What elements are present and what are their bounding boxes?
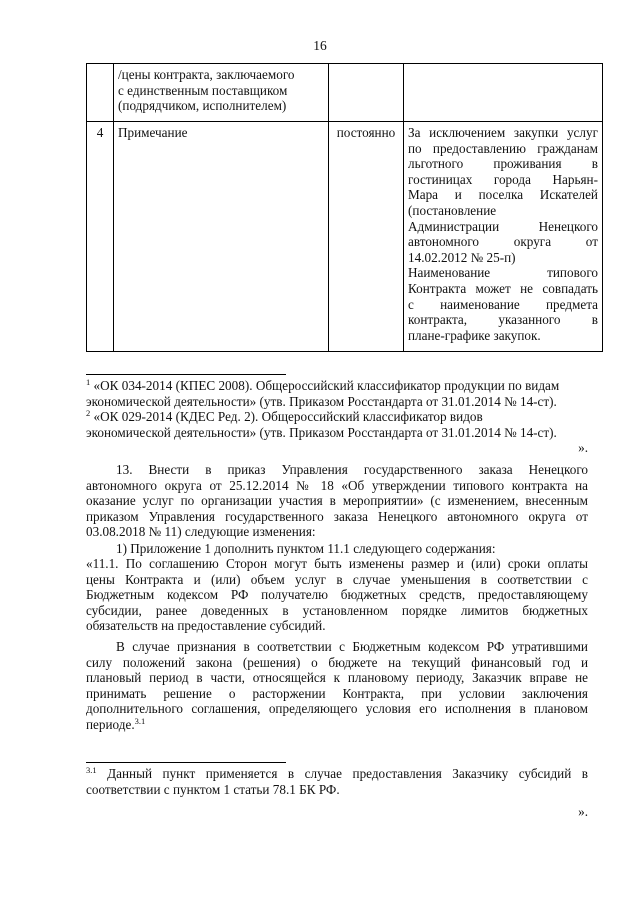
text-line: Бюджетным кодексом РФ получателю бюджетных средств, предоставляющему <box>86 587 588 603</box>
table-row <box>87 122 603 352</box>
text-line: принимать решение о расторжении Контракта, при условии заключения <box>86 685 588 701</box>
footnote-2-continued: экономической деятельности» (утв. Приказом Росстандарта от 31.01.2014 № 14-ст). <box>86 424 557 440</box>
table-cell-name <box>114 64 329 122</box>
cell-text-line: /цены контракта, заключаемого <box>118 67 295 82</box>
footnote-1-continued: экономической деятельности» (утв. Приказом Росстандарта от 31.01.2014 № 14-ст). <box>86 393 557 409</box>
note-line: (постановление <box>408 202 497 218</box>
footnotes-top <box>86 378 588 456</box>
text-line: дополнительного соглашения, определяющего условия его исполнения в плановом <box>86 701 588 717</box>
closing-quote: ». <box>578 804 588 820</box>
text-line: цены Контракта и (или) объем услуг в случае уменьшения в соответствии с <box>86 571 588 587</box>
text-line: плановый период в части, относящейся к плановому периоду, Заказчик вправе не <box>86 670 588 686</box>
footnote-2: $^2$ «ОК 029-2014 (КДЕС Ред. 2). Общероссийский классификатор видов <box>86 408 483 425</box>
table-cell-number: 4 <box>87 122 114 352</box>
note-line: контракта, указанного в <box>408 312 598 328</box>
text-line: обязательств на предоставление субсидий. <box>86 618 326 634</box>
text-line: В случае признания в соответствии с Бюджетным кодексом РФ утратившими <box>116 639 588 654</box>
table-cell-name: Примечание <box>114 122 329 352</box>
note-line: 14.02.2012 № 25-п) <box>408 249 516 265</box>
cell-text-line: (подрядчиком, исполнителем) <box>118 98 287 114</box>
paragraph-13 <box>86 462 588 540</box>
requirements-table <box>86 63 603 352</box>
closing-quote: ». <box>578 440 588 456</box>
text-line: «11.1. По соглашению Сторон могут быть изменены размер и (или) сроки оплаты <box>86 556 588 571</box>
footnote-bottom <box>86 766 588 820</box>
text-line: приказом Управления государственного заказа Ненецкого автономного округа от <box>86 508 588 524</box>
note-line: За исключением закупки услуг <box>408 125 598 140</box>
paragraph-item-1 <box>86 541 588 557</box>
note-line: автономного округа от <box>408 234 598 250</box>
note-line: Администрации Ненецкого <box>408 218 598 234</box>
footnote-1: $^1$ «ОК 034-2014 (КПЕС 2008). Общероссийский классификатор продукции по видам <box>86 377 560 393</box>
table-row <box>87 64 603 122</box>
note-line: с наименование предмета <box>408 296 598 312</box>
note-line: Наименование типового <box>408 265 598 281</box>
paragraph-11-1 <box>86 556 588 634</box>
footnote-mark: 3.1 <box>86 765 97 775</box>
footnote-mark: 3.1 <box>134 715 146 726</box>
text-line: периоде.$^{3.1}$ <box>86 715 146 732</box>
table-cell-frequency <box>329 64 404 122</box>
table-cell-frequency: постоянно <box>329 122 404 352</box>
note-line: по предоставлению гражданам <box>408 140 598 156</box>
text-line: автономного округа от 25.12.2014 № 18 «Об утверждении типового контракта на <box>86 477 588 493</box>
note-line: гостиницах города Нарьян- <box>408 171 598 187</box>
note-line: плане-графике закупок. <box>408 327 541 343</box>
table-cell-note <box>404 64 603 122</box>
footnote-separator <box>86 762 286 763</box>
text-line: оказание услуг по организации участия в мероприятии» (с изменением, внесенным <box>86 493 588 509</box>
text-line: силу положений закона (решения) о бюджете на текущий финансовый год и <box>86 654 588 670</box>
footnote-3-1: $^{3.1}$ Данный пункт применяется в случае предоставления Заказчику субсидий в <box>86 765 588 781</box>
text-line: 03.08.2018 № 11) следующие изменения: <box>86 524 316 540</box>
footnote-separator <box>86 374 286 375</box>
cell-text-line: с единственным поставщиком <box>118 82 288 98</box>
paragraph-case <box>86 639 588 733</box>
table-cell-note <box>404 122 603 352</box>
page-number: 16 <box>313 38 327 53</box>
footnote-mark: 2 <box>86 408 91 419</box>
note-line: льготного проживания в <box>408 156 598 172</box>
footnote-mark: 1 <box>86 377 91 387</box>
text-line: 1) Приложение 1 дополнить пунктом 11.1 следующего содержания: <box>116 541 496 556</box>
note-line: Контракта может не совпадать <box>408 280 598 296</box>
footnote-3-1-continued: соответствии с пунктом 1 статьи 78.1 БК РФ. <box>86 781 340 797</box>
table-cell-number <box>87 64 114 122</box>
text-line: субсидии, ранее доведенных в установленном порядке лимитов бюджетных <box>86 602 588 618</box>
text-line: 13. Внести в приказ Управления государственного заказа Ненецкого <box>116 462 588 477</box>
note-line: Мара и поселка Искателей <box>408 187 598 203</box>
